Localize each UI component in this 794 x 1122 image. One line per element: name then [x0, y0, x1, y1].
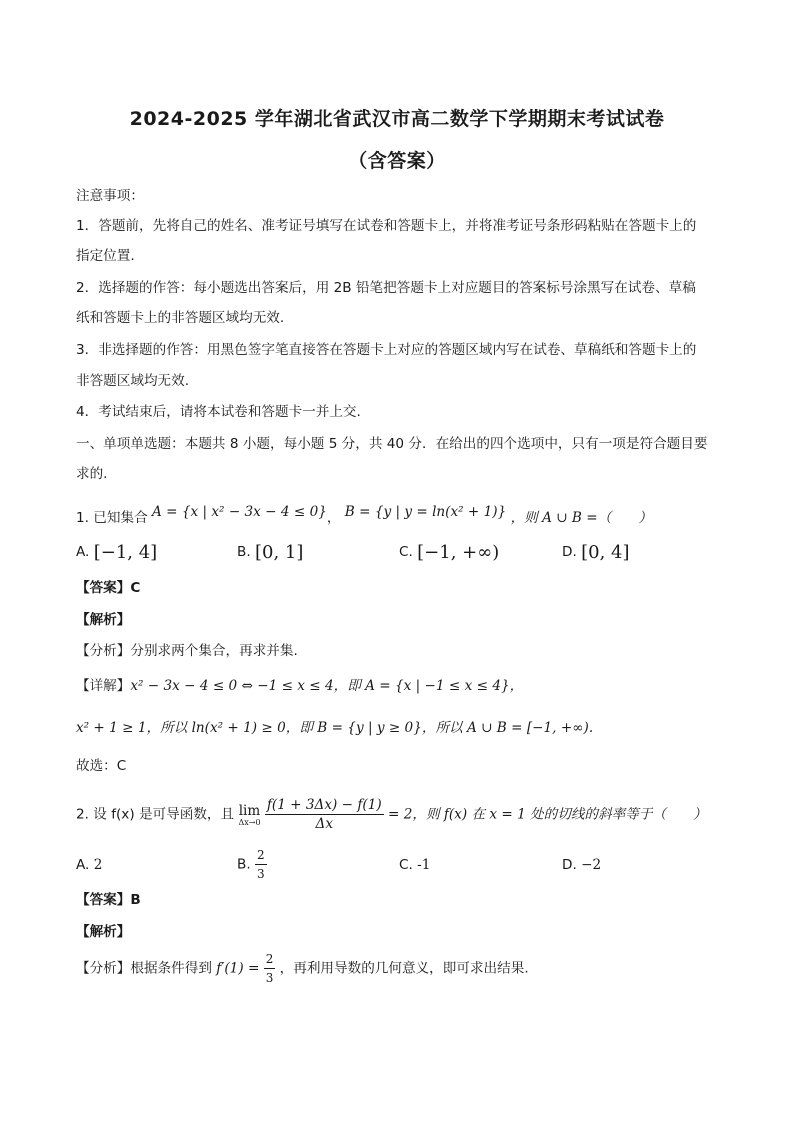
note-2-line-2: 纸和答题卡上的非答题区域均无效. [76, 310, 285, 326]
set-b-definition: B = {y | y = ln(x² + 1)} [344, 504, 507, 520]
set-a-definition: A = {x | x² − 3x − 4 ≤ 0} [152, 504, 327, 520]
q1-option-c: C. [−1, +∞) [399, 542, 500, 563]
limit-operator: lim Δx→0 [238, 802, 261, 827]
question-2-rest: = 2，则 f(x) 在 x = 1 处的切线的斜率等于（ ） [387, 806, 707, 823]
note-2-line-1: 2．选择题的作答：每小题选出答案后，用 2B 铅笔把答题卡上对应题目的答案标号涂黑写在试卷、草稿 [76, 280, 696, 296]
derivative-expression: f′(1) = [216, 960, 260, 977]
derivative-value-fraction: $\frac{2}{3}$ [265, 952, 274, 985]
q2-analysis-label: 【解析】 [76, 924, 131, 940]
note-4: 4．考试结束后，请将本试卷和答题卡一并上交. [76, 404, 361, 420]
note-1-line-2: 指定位置. [76, 248, 135, 264]
q2-answer: 【答案】B [76, 892, 141, 908]
q1-conclusion: 故选：C [76, 758, 127, 774]
q1-detail-line-2 [76, 718, 718, 738]
question-1-ask: ，则 A ∪ B =（ ） [510, 510, 653, 526]
note-1-line-1: 1．答题前，先将自己的姓名、准考证号填写在试卷和答题卡上，并将准考证号条形码粘贴在答题卡上的 [76, 218, 697, 234]
q1-fenxi: 【分析】分别求两个集合，再求并集. [76, 643, 298, 659]
q1-detail-line-1 [76, 676, 718, 696]
notes-heading: 注意事项： [76, 188, 144, 204]
document-subtitle: （含答案） [348, 150, 446, 172]
q1-detail-expr-1: x² − 3x − 4 ≤ 0 ⇔ −1 ≤ x ≤ 4，即 A = {x | −1 ≤ x ≤ 4}， [130, 678, 524, 694]
question-2-stem [76, 796, 718, 833]
question-2-prefix: 2. 设 f(x) 是可导函数，且 [76, 806, 235, 823]
q2-option-a: A. 2 [76, 857, 103, 873]
q2-fenxi: 【分析】根据条件得到 f′(1) = $\frac{2}{3}$ ，再利用导数的几何意义，即可求出结果. [76, 952, 529, 985]
question-1-stem: 1. 已知集合 A = {x | x² − 3x − 4 ≤ 0}， B = {y | y = ln(x² + 1)} ，则 A ∪ B =（ ） [76, 504, 653, 526]
q1-analysis-label: 【解析】 [76, 612, 131, 628]
q1-option-a: A. [−1, 4] [76, 542, 158, 563]
q2-option-b: B. $\frac{2}{3}$ [237, 848, 265, 881]
q1-option-d: D. [0, 4] [562, 542, 630, 563]
q2-option-d: D. −2 [562, 857, 602, 873]
q1-detail-label: 【详解】 [76, 678, 131, 694]
difference-quotient: $\frac{f(1 + 3\Delta x) - f(1)}{\Delta x}$ [266, 797, 382, 832]
note-3-line-2: 非答题区域均无效. [76, 373, 190, 389]
q1-detail-expr-2: x² + 1 ≥ 1，所以 ln(x² + 1) ≥ 0，即 B = {y | y ≥ 0}，所以 A ∪ B = [−1, +∞). [76, 720, 594, 736]
question-1-prefix: 1. 已知集合 [76, 510, 148, 526]
q1-answer: 【答案】C [76, 580, 141, 596]
q1-option-b: B. [0, 1] [237, 542, 304, 563]
section-1-heading-line-2: 求的. [76, 466, 108, 482]
note-3-line-1: 3．非选择题的作答：用黑色签字笔直接答在答题卡上对应的答题区域内写在试卷、草稿纸和答题卡上的 [76, 342, 697, 358]
document-title: 2024-2025 学年湖北省武汉市高二数学下学期期末考试试卷 [129, 108, 665, 130]
section-1-heading-line-1: 一、单项单选题：本题共 8 小题，每小题 5 分，共 40 分．在给出的四个选项中，只有一项是符合题目要 [76, 436, 708, 452]
q2-option-c: C. -1 [399, 857, 431, 873]
